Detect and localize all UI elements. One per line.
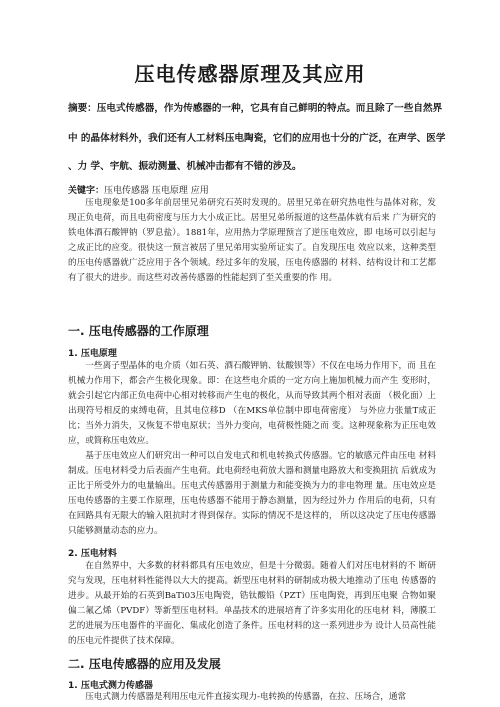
abstract-line-2: 中 的晶体材料外，我们还有人工材料压电陶瓷，它们的应用也十分的广泛，在声学、医学 xyxy=(68,133,446,144)
intro-section xyxy=(68,196,436,286)
keywords-value: 压电传感器 压电原理 应用 xyxy=(104,186,209,196)
document-title: 压电传感器原理及其应用 xyxy=(134,62,366,86)
subsection-2-1-body xyxy=(68,690,436,705)
keywords xyxy=(68,183,209,196)
section-2-heading: 二. 压电传感器的应用及发展 xyxy=(68,657,221,671)
section-1-heading: 一. 压电传感器的工作原理 xyxy=(68,324,209,338)
paragraph: 压电式测力传感器是利用压电元件直接实现力-电转换的传感器，在拉、压场合，通常 xyxy=(85,692,407,702)
abstract-line-3: 、力 学、宇航、振动测量、机械冲击都有不错的涉及。 xyxy=(68,161,302,172)
keywords-label: 关键字： xyxy=(68,186,105,196)
intro-paragraph: 压电现象是100多年前居里兄弟研究石英时发现的。居里兄弟在研究热电性与晶体对称，发现正负电荷，而且电荷密度与压力大小成正比。居里兄弟所报道的这些晶体就有后来 广为研究的铁电体酒石酸钾钠（罗息盐）。1881年，应用热力学原理预言了逆压电效应，即 电场可以引起与之成正比的应变。很快这一预言被居了里兄弟用实验所证实了。自发现压电 效应以来，这种类型的压电传感器就广泛应用于各个领域。经过多年的发展，压电传感器的 材料、结构设计和工艺都有了很大的进步。而这些对改善传感器的性能起到了至关重要的作 用。 xyxy=(68,198,436,283)
subsection-1-2-heading: 2. 压电材料 xyxy=(68,549,117,559)
paragraph: 一些离子型晶体的电介质（如石英、酒石酸钾钠、钛酸钡等）不仅在电场力作用下，而 且在机械力作用下，都会产生极化现象。即：在这些电介质的一定方向上施加机械力而产生 变形时，就会引起它内部正负电荷中心相对转移而产生电的极化，从而导致其两个相对表面 （极化面）上出现符号相反的束缚电荷，且其电位移D （在MKS单位制中即电荷密度） 与外应力张量T成正比；当外力消失，又恢复不带电原状；当外力变向，电荷极性随之而 变。这种现象称为正压电效应，或简称压电效应。 xyxy=(68,361,436,446)
subsection-1-2-body xyxy=(68,559,436,649)
subsection-1-1-body xyxy=(68,359,436,539)
paragraph: 基于压电效应人们研究出一种可以自发电式和机电转换式传感器。它的敏感元件由压电 材料制成。压电材料受力后表面产生电荷。此电荷经电荷放大器和测量电路放大和变换阻抗 后就成为正比于所受外力的电量输出。压电式传感器用于测量力和能变换为力的非电物理 量。压电效应是压电传感器的主要工作原理，压电传感器不能用于静态测量，因为经过外力 作用后的电荷，只有在回路具有无限大的输入阻抗时才得到保存。实际的情况不是这样的， 所以这决定了压电传感器只能够测量动态的应力。 xyxy=(68,451,436,536)
subsection-1-1-heading: 1. 压电原理 xyxy=(68,349,117,359)
abstract-line-1: 摘要：压电式传感器，作为传感器的一种，它具有自己鲜明的特点。而且除了一些自然界 xyxy=(68,103,443,114)
subsection-2-1-heading: 1. 压电式测力传感器 xyxy=(68,681,153,691)
paragraph: 在自然界中，大多数的材料都具有压电效应，但是十分微弱。随着人们对压电材料的不 断研究与发现，压电材料性能得以大大的提高。新型压电材料的研制成功极大地推动了压电 传感器的进步。从最开始的石英到BaTi03压电陶瓷，锆钛酸铅（PZT）压电陶瓷，再到压电聚 合物如聚偏二氟乙烯（PVDF）等新型压电材料。单晶技术的进展培育了许多实用化的压电材 料，薄膜工艺的进展为压电器件的平面化、集成化创造了条件。压电材料的这一系列进步为 设计人员高性能的压电元件提供了技术保障。 xyxy=(68,561,436,646)
